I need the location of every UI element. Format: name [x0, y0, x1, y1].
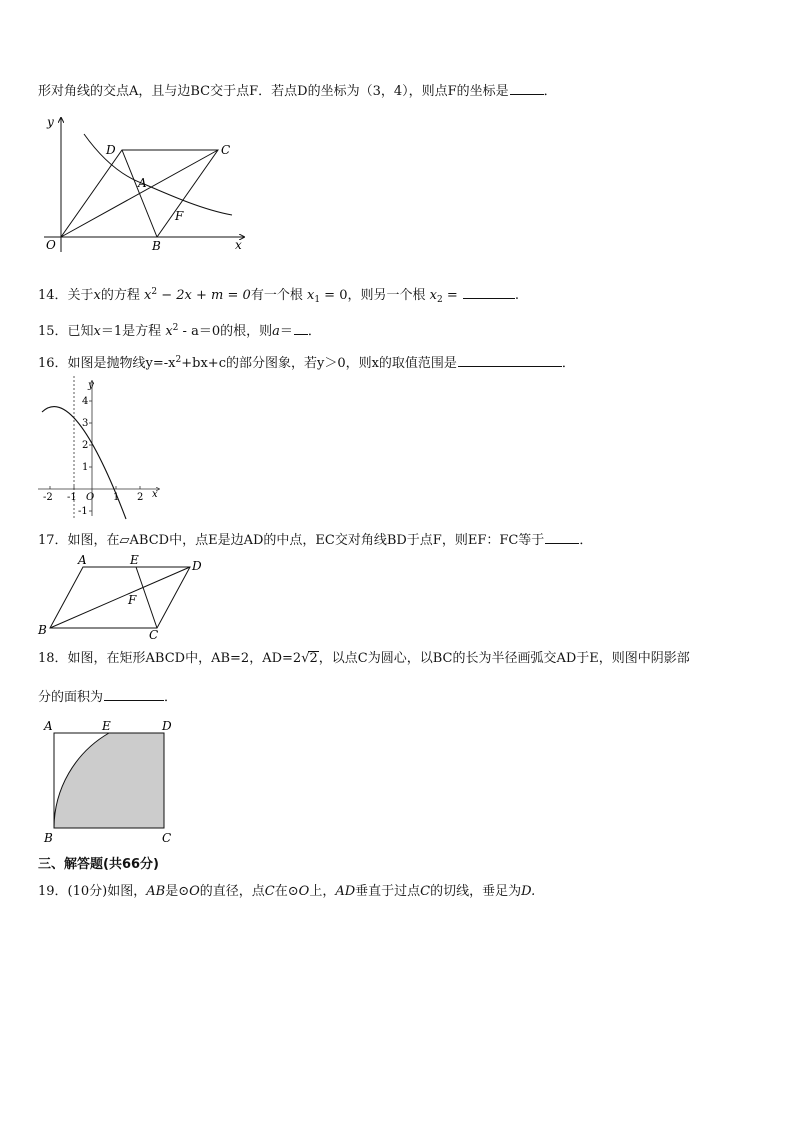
q13-text: 形对角线的交点A，且与边BC交于点F．若点D的坐标为（3，4），则点F的坐标是 ． [38, 84, 557, 99]
label-f: F [175, 209, 184, 223]
label-c: C [162, 831, 172, 845]
label-f: F [128, 593, 137, 607]
label-a: A [78, 553, 87, 567]
q17-figure [34, 552, 214, 642]
tick-x-neg2: -2 [43, 492, 53, 503]
tick-y-3: 3 [82, 418, 89, 429]
q18-text-line2: 分的面积为 ． [38, 690, 178, 705]
label-e: E [102, 719, 111, 733]
label-a: A [138, 176, 147, 190]
label-c: C [221, 143, 231, 157]
answer-blank [463, 286, 515, 299]
label-d: D [192, 559, 202, 573]
answer-blank [104, 688, 164, 701]
answer-blank [545, 531, 579, 544]
q15-text: 15．已知x＝1是方程 $x^2 - a=0$的根，则a＝ ． [38, 323, 321, 339]
tick-x-2: 2 [137, 492, 144, 503]
diagonal-db [122, 150, 157, 237]
label-y: y [88, 380, 94, 391]
q16-text: 16．如图是抛物线$y=-x^2+bx+c$的部分图象，若y＞0，则x的取值范围是 ． [38, 355, 575, 371]
shaded-region [54, 733, 164, 828]
label-d: D [106, 143, 116, 157]
q18-text-line1: 18．如图，在矩形ABCD中，AB=2，AD=2√2，以点C为圆心，以BC的长为半径画弧交AD于E，则图中阴影部 [38, 651, 690, 666]
section-heading: 三、解答题(共66分) [38, 857, 159, 872]
tick-y-1: 1 [82, 462, 89, 473]
x-ticks [50, 486, 140, 489]
q16-figure [34, 376, 174, 524]
tick-y-2: 2 [82, 440, 89, 451]
label-origin: O [86, 492, 95, 503]
label-c: C [149, 628, 159, 642]
tick-x-1: 1 [113, 492, 120, 503]
label-b: B [38, 623, 47, 637]
tick-x-neg1: -1 [67, 492, 77, 503]
label-o: O [46, 238, 56, 252]
q19-text: 19．(10分)如图，AB是⊙O的直径，点C在⊙O上，AD垂直于过点C的切线，垂足为D. [38, 884, 536, 899]
tick-y-neg1: -1 [78, 506, 88, 517]
diagonal-bd [50, 567, 190, 628]
q14-text: 14．关于x的方程 $x^2 - 2x + m = 0$有一个根 $x_1 = 0$，则另一个根 $x_2$ = . [38, 287, 520, 305]
answer-blank [510, 82, 544, 95]
segment-ec [136, 567, 157, 628]
answer-blank [458, 354, 562, 367]
q13-figure [34, 112, 254, 257]
label-e: E [130, 553, 139, 567]
label-y: y [47, 115, 54, 129]
tick-y-4: 4 [82, 396, 89, 407]
answer-blank [294, 322, 308, 335]
label-a: A [44, 719, 53, 733]
q18-figure [34, 716, 184, 846]
label-b: B [44, 831, 53, 845]
label-b: B [152, 239, 161, 253]
label-d: D [162, 719, 172, 733]
label-x: x [152, 489, 158, 500]
label-x: x [235, 238, 242, 252]
q17-text: 17．如图，在▱ABCD中，点E是边AD的中点，EC交对角线BD于点F，则EF：FC等于 ． [38, 533, 593, 548]
